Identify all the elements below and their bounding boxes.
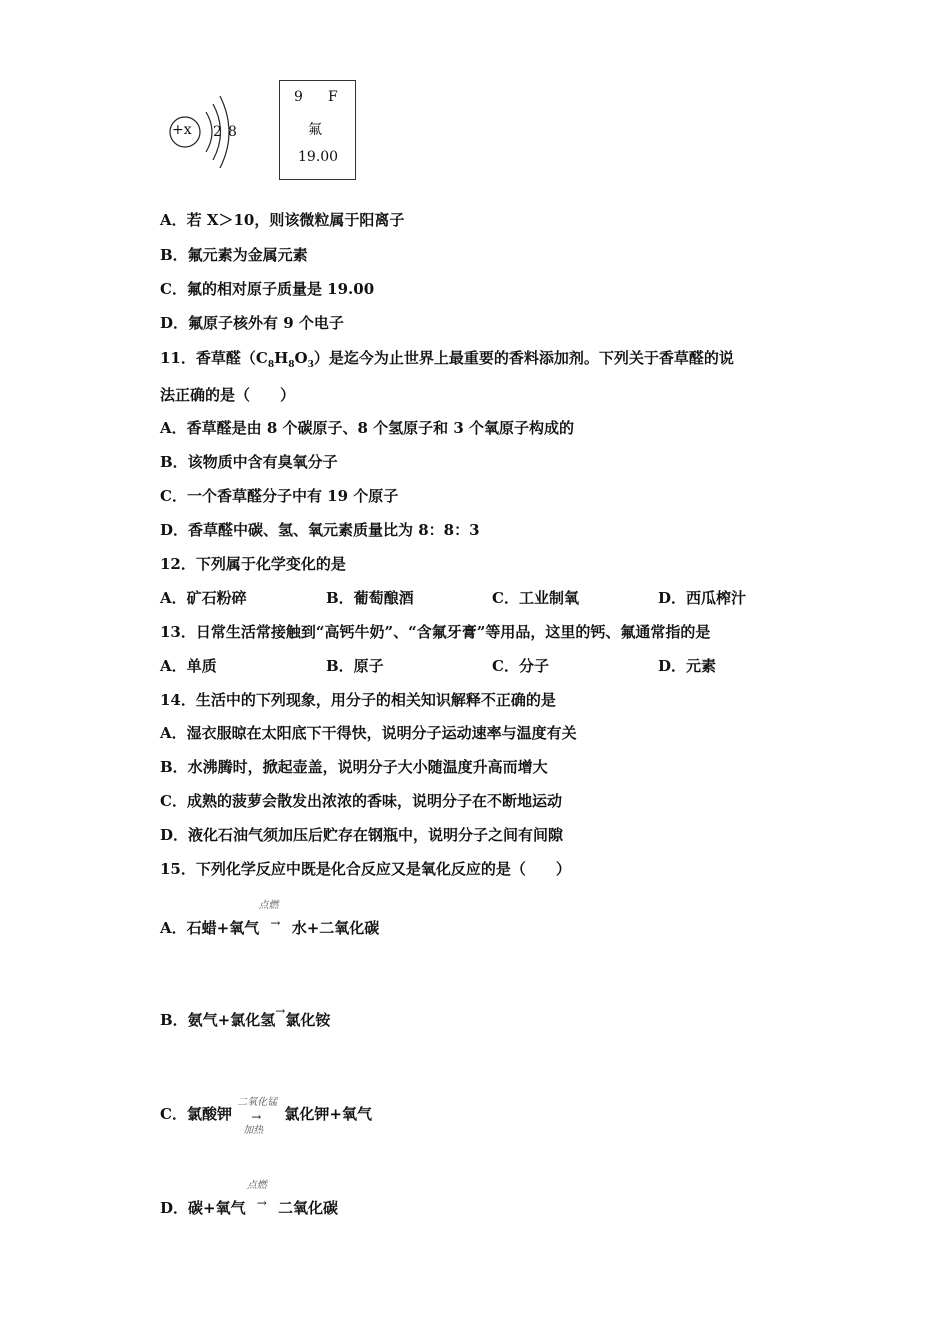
q10-option-b: B．氟元素为金属元素 <box>160 246 308 264</box>
reaction-arrow: → <box>275 1004 286 1018</box>
condition-above: 点燃 <box>246 1180 267 1191</box>
q11-option-b: B．该物质中含有臭氧分子 <box>160 453 338 471</box>
q11-stem-line2: 法正确的是（ ） <box>160 386 296 404</box>
q14-option-a: A．湿衣服晾在太阳底下干得快，说明分子运动速率与温度有关 <box>160 724 577 742</box>
nucleus-charge: +x <box>172 122 192 138</box>
q15-option-d: D．碳+氧气 点燃 → 二氧化碳 <box>160 1198 338 1219</box>
q15-option-a: A．石蜡+氧气 点燃 → 水+二氧化碳 <box>160 918 379 939</box>
condition-above: 点燃 <box>258 900 279 911</box>
q10-option-a: A．若 X＞10，则该微粒属于阳离子 <box>160 211 405 229</box>
q14-stem: 14．生活中的下列现象，用分子的相关知识解释不正确的是 <box>160 691 556 709</box>
element-name: 氟 <box>308 122 322 138</box>
q10-option-c: C．氟的相对原子质量是 19.00 <box>160 280 375 298</box>
q12-stem: 12．下列属于化学变化的是 <box>160 555 346 573</box>
atomic-mass: 19.00 <box>298 149 339 165</box>
q14-option-c: C．成熟的菠萝会散发出浓浓的香味，说明分子在不断地运动 <box>160 792 562 810</box>
q12-option-a: A．矿石粉碎 <box>160 589 247 607</box>
q11-option-a: A．香草醛是由 8 个碳原子、8 个氢原子和 3 个氧原子构成的 <box>160 419 575 437</box>
element-cell <box>279 80 356 180</box>
q13-option-d: D．元素 <box>658 657 717 675</box>
reaction-arrow: 点燃 → <box>264 918 286 939</box>
q11-option-c: C．一个香草醛分子中有 19 个原子 <box>160 487 399 505</box>
q13-option-b: B．原子 <box>326 657 384 675</box>
q13-option-a: A．单质 <box>160 657 217 675</box>
q11-option-d: D．香草醛中碳、氢、氧元素质量比为 8：8：3 <box>160 521 480 539</box>
q12-option-c: C．工业制氧 <box>492 589 579 607</box>
q14-option-d: D．液化石油气须加压后贮存在钢瓶中，说明分子之间有间隙 <box>160 826 564 844</box>
q13-option-c: C．分子 <box>492 657 549 675</box>
shell-1-electrons: 2 <box>213 124 222 140</box>
element-symbol: F <box>328 89 338 105</box>
q15-stem: 15．下列化学反应中既是化合反应又是氧化反应的是（ ） <box>160 860 571 878</box>
atomic-number: 9 <box>294 89 303 105</box>
reaction-arrow: 点燃 → <box>251 1198 273 1219</box>
condition-above: 二氧化锰 <box>237 1097 278 1108</box>
q13-stem: 13．日常生活常接触到“高钙牛奶”、“含氟牙膏”等用品，这里的钙、氟通常指的是 <box>160 623 711 641</box>
condition-below: 加热 <box>243 1125 264 1136</box>
shell-2-electrons: 8 <box>228 124 237 140</box>
q15-option-c: C．氯酸钾 二氧化锰 → 加热 氯化钾+氧气 <box>160 1104 372 1124</box>
q14-option-b: B．水沸腾时，掀起壶盖，说明分子大小随温度升高而增大 <box>160 758 548 776</box>
q11-stem: 11．香草醛$(C_8H_8O_3)$是迄今为止世界上最重要的香料添加剂。下列关于香草醛的说 <box>160 349 734 370</box>
q12-option-d: D．西瓜榨汁 <box>658 589 747 607</box>
q10-option-d: D．氟原子核外有 9 个电子 <box>160 314 344 332</box>
atom-structure-diagram <box>168 92 248 172</box>
q12-option-b: B．葡萄酿酒 <box>326 589 414 607</box>
q15-option-b: B．氨气+氯化氢→氯化铵 <box>160 1004 331 1029</box>
